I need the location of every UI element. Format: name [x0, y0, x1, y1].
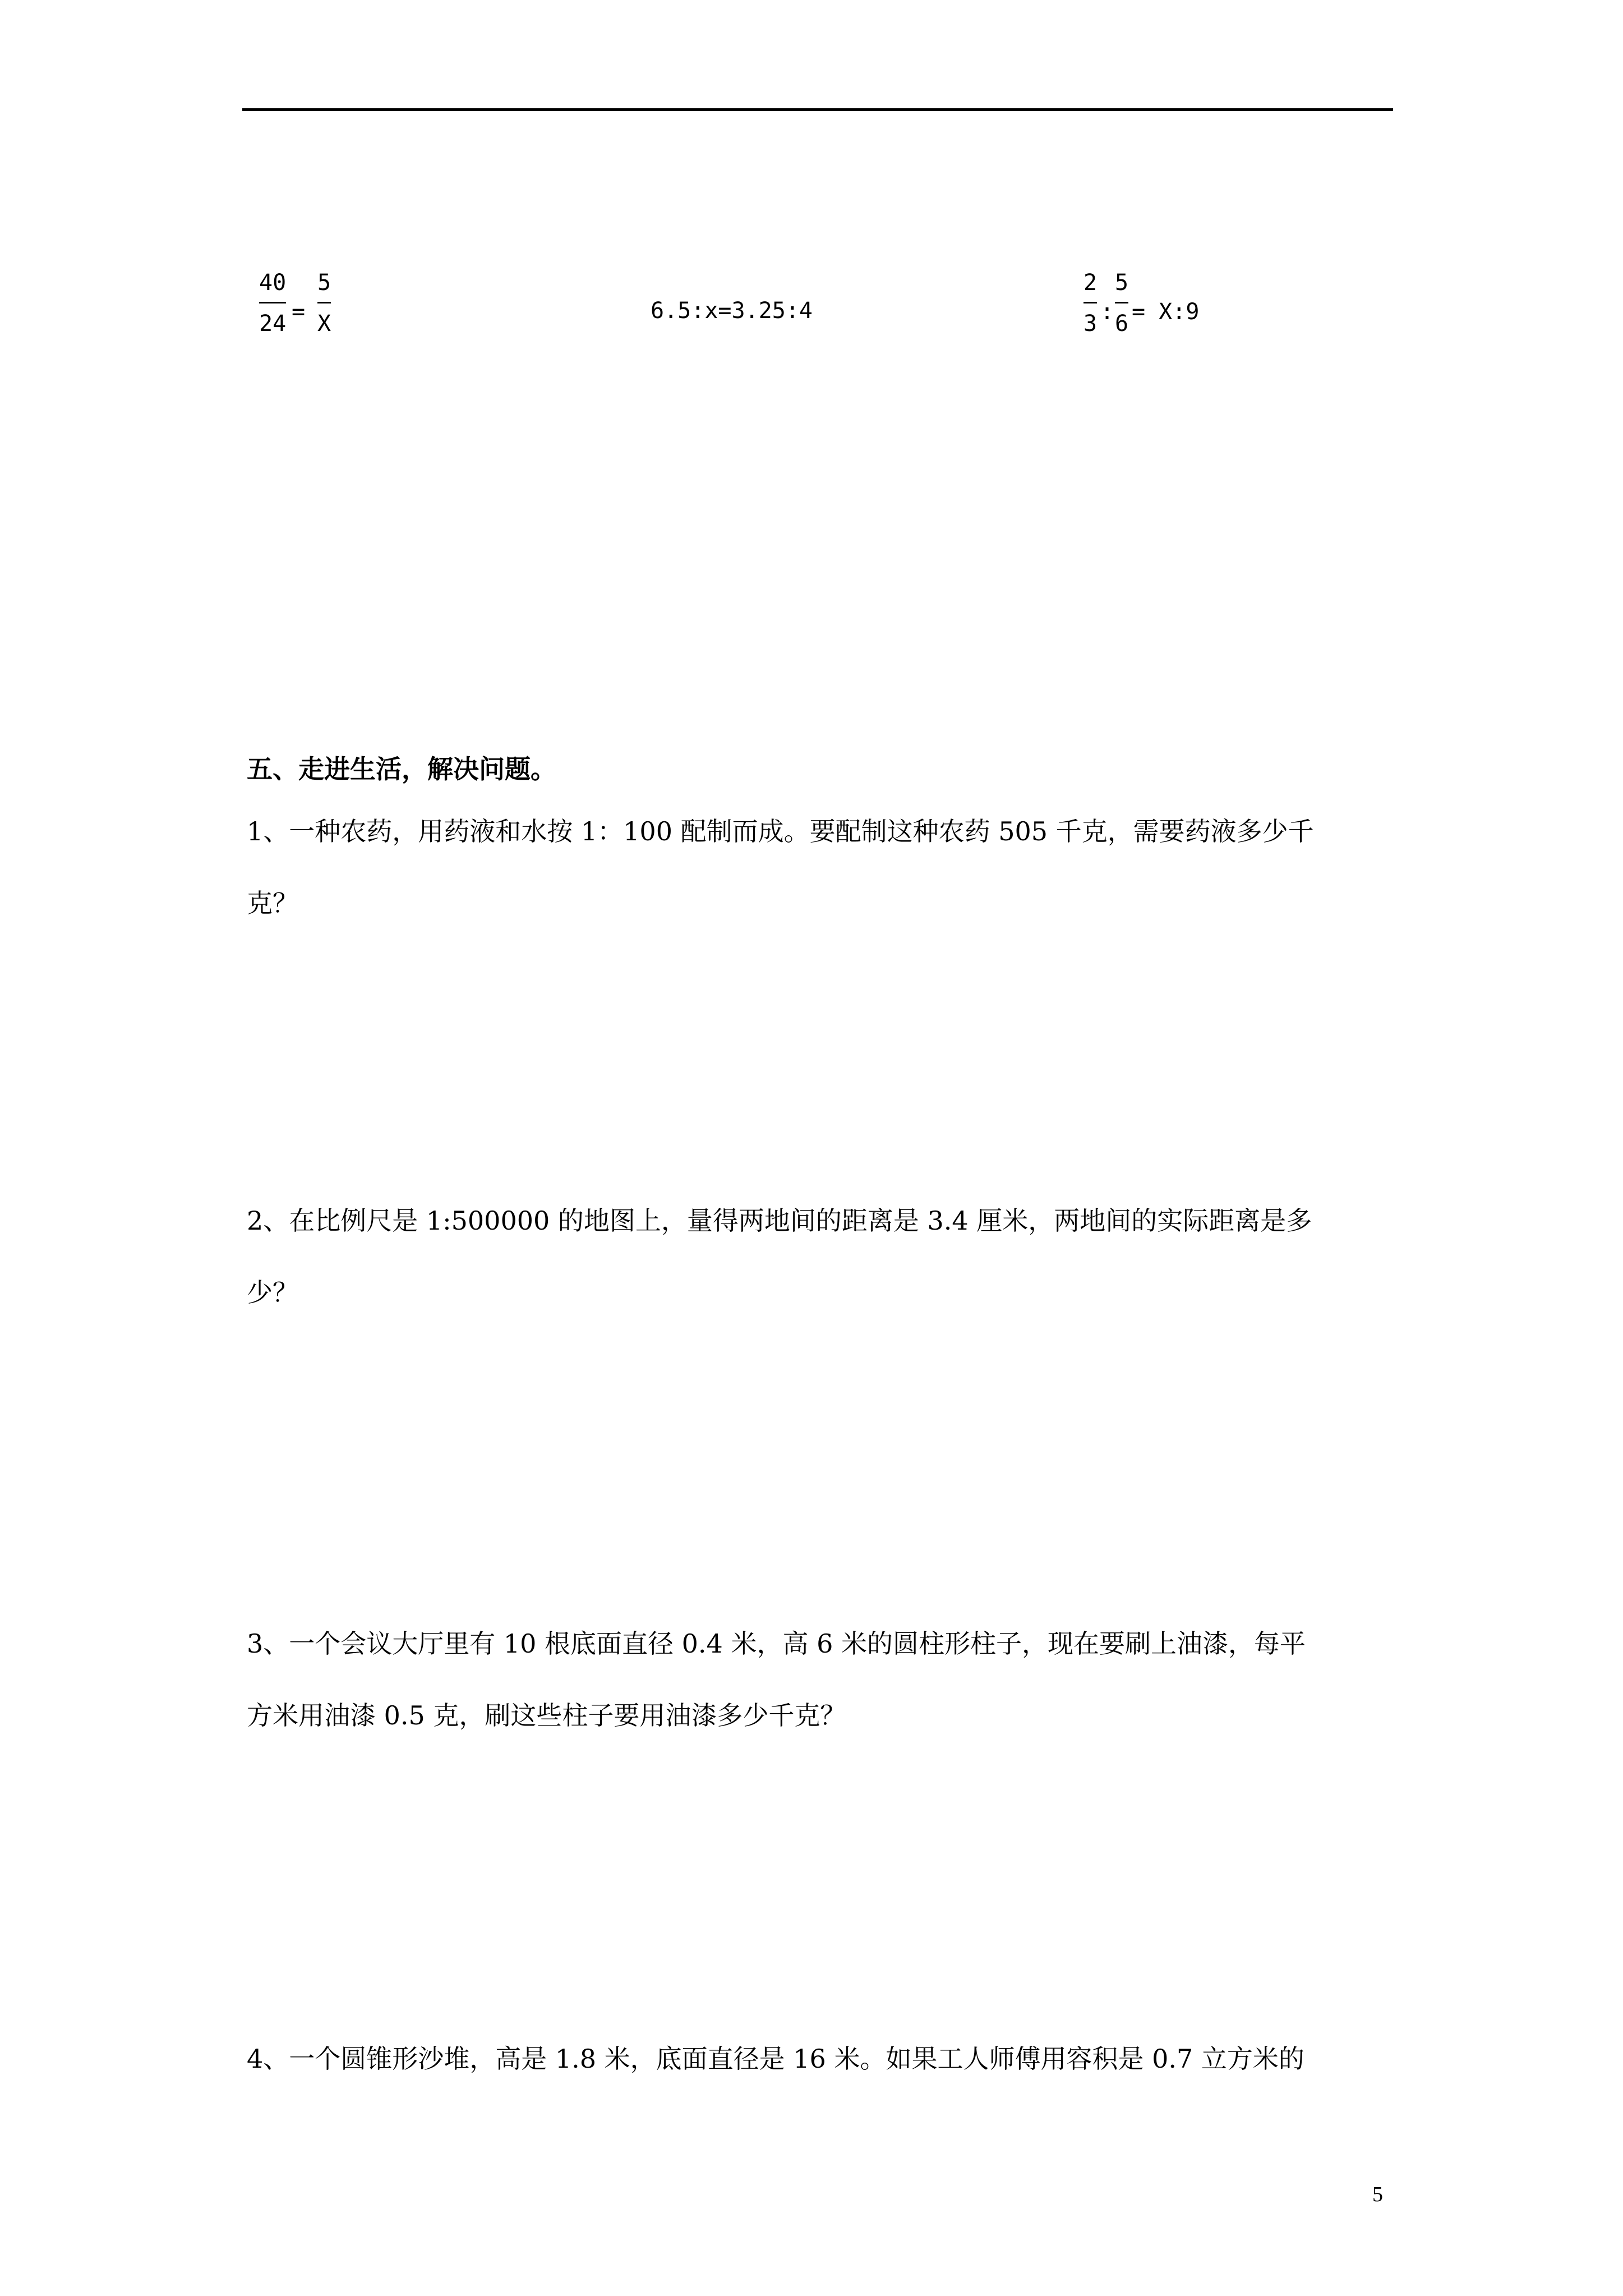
fraction-bar — [1083, 302, 1097, 303]
fraction-40-24 — [259, 272, 286, 335]
fraction-bar — [259, 302, 286, 303]
problem-line: 3、一个会议大厅里有 10 根底面直径 0.4 米，高 6 米的圆柱形柱子，现在要刷上油漆，每平 — [247, 1628, 1306, 1659]
fraction-2-3 — [1083, 272, 1097, 335]
fraction-bar — [317, 302, 331, 303]
fraction-denominator: 24 — [259, 311, 287, 337]
fraction-5-x — [317, 272, 331, 335]
section-title: 五、走进生活，解决问题。 — [247, 754, 556, 784]
problem-line: 4、一个圆锥形沙堆，高是 1.8 米，底面直径是 16 米。如果工人师傅用容积是 0.7 立方米的 — [247, 2044, 1304, 2074]
fraction-denominator: X — [317, 311, 331, 337]
fraction-bar — [1115, 302, 1128, 303]
fraction-denominator: 3 — [1083, 311, 1098, 337]
word-problem-3 — [247, 1608, 1394, 1751]
word-problem-1 — [247, 795, 1394, 939]
equation-proportion-2: 6.5:x=3.25:4 — [651, 298, 813, 324]
problem-line: 1、一种农药，用药液和水按 1：100 配制而成。要配制这种农药 505 千克，需要药液多少千 — [247, 816, 1314, 846]
equals-sign: = — [292, 299, 306, 325]
equation-rest: = X:9 — [1132, 299, 1200, 325]
problem-line: 少？ — [247, 1277, 298, 1308]
fraction-numerator: 40 — [259, 270, 287, 296]
word-problem-4 — [247, 2023, 1394, 2095]
fraction-numerator: 5 — [1115, 270, 1129, 296]
problem-line: 方米用油漆 0.5 克，刷这些柱子要用油漆多少千克？ — [247, 1700, 846, 1731]
fraction-5-6 — [1115, 272, 1128, 335]
problem-line: 2、在比例尺是 1:500000 的地图上，量得两地间的距离是 3.4 厘米，两地间的实际距离是多 — [247, 1205, 1312, 1236]
problem-line: 克？ — [247, 888, 298, 918]
page-number: 5 — [1372, 2183, 1383, 2206]
word-problem-2 — [247, 1185, 1394, 1328]
fraction-numerator: 5 — [317, 270, 331, 296]
ratio-colon: : — [1100, 299, 1114, 325]
fraction-denominator: 6 — [1115, 311, 1129, 337]
header-rule — [242, 108, 1393, 111]
fraction-numerator: 2 — [1083, 270, 1098, 296]
